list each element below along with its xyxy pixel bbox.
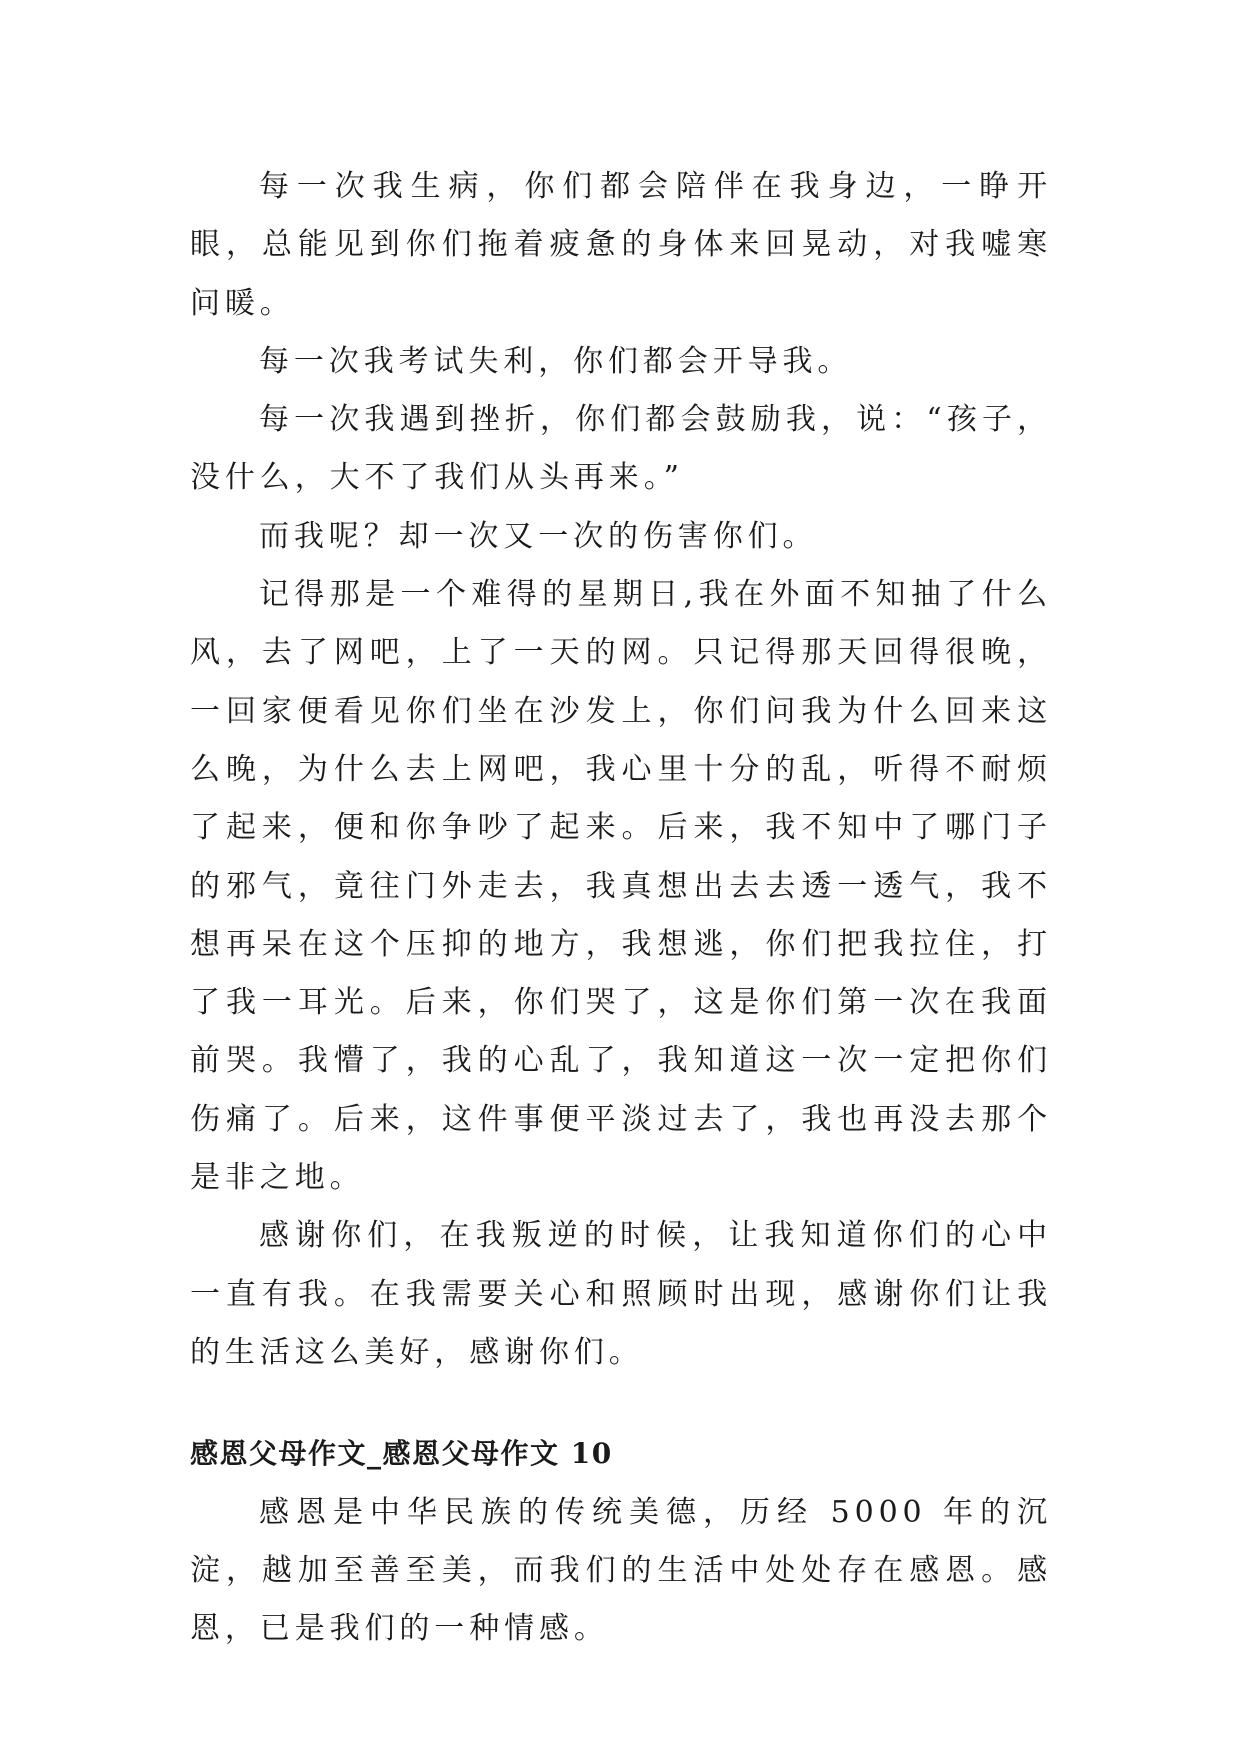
section-spacer: [190, 1382, 1052, 1425]
document-body: [190, 158, 1052, 1658]
paragraph-gratitude-virtue: 感恩是中华民族的传统美德，历经 5000 年的沉淀，越加至善至美，而我们的生活中处处存在感恩。感恩，已是我们的一种情感。: [190, 1494, 1052, 1647]
paragraph-exam: 每一次我考试失利，你们都会开导我。: [259, 343, 853, 379]
paragraph-thanks: 感谢你们，在我叛逆的时候，让我知道你们的心中一直有我。在我需要关心和照顾时出现，感谢你们让我的生活这么美好，感谢你们。: [190, 1218, 1052, 1370]
paragraph-hurt: 而我呢？却一次又一次的伤害你们。: [259, 518, 818, 554]
paragraph-illness: 每一次我生病，你们都会陪伴在我身边，一睁开眼，总能见到你们拖着疲惫的身体来回晃动，对我嘘寒问暖。: [190, 169, 1052, 321]
paragraph-story: 记得那是一个难得的星期日,我在外面不知抽了什么风，去了网吧，上了一天的网。只记得那天回得很晚，一回家便看见你们坐在沙发上，你们问我为什么回来这么晚，为什么去上网吧，我心里十分的乱，听得不耐烦了起来，便和你争吵了起来。后来，我不知中了哪门子的邪气，竟往门外走去，我真想出去去透一透气，我不想再呆在这个压抑的地方，我想逃，你们把我拉住，打了我一耳光。后来，你们哭了，这是你们第一次在我面前哭。我懵了，我的心乱了，我知道这一次一定把你们伤痛了。后来，这件事便平淡过去了，我也再没去那个是非之地。: [190, 577, 1052, 1196]
paragraph-setback: 每一次我遇到挫折，你们都会鼓励我，说：“孩子，没什么，大不了我们从头再来。”: [190, 402, 1052, 496]
section-title: 感恩父母作文_感恩父母作文 10: [190, 1437, 613, 1471]
